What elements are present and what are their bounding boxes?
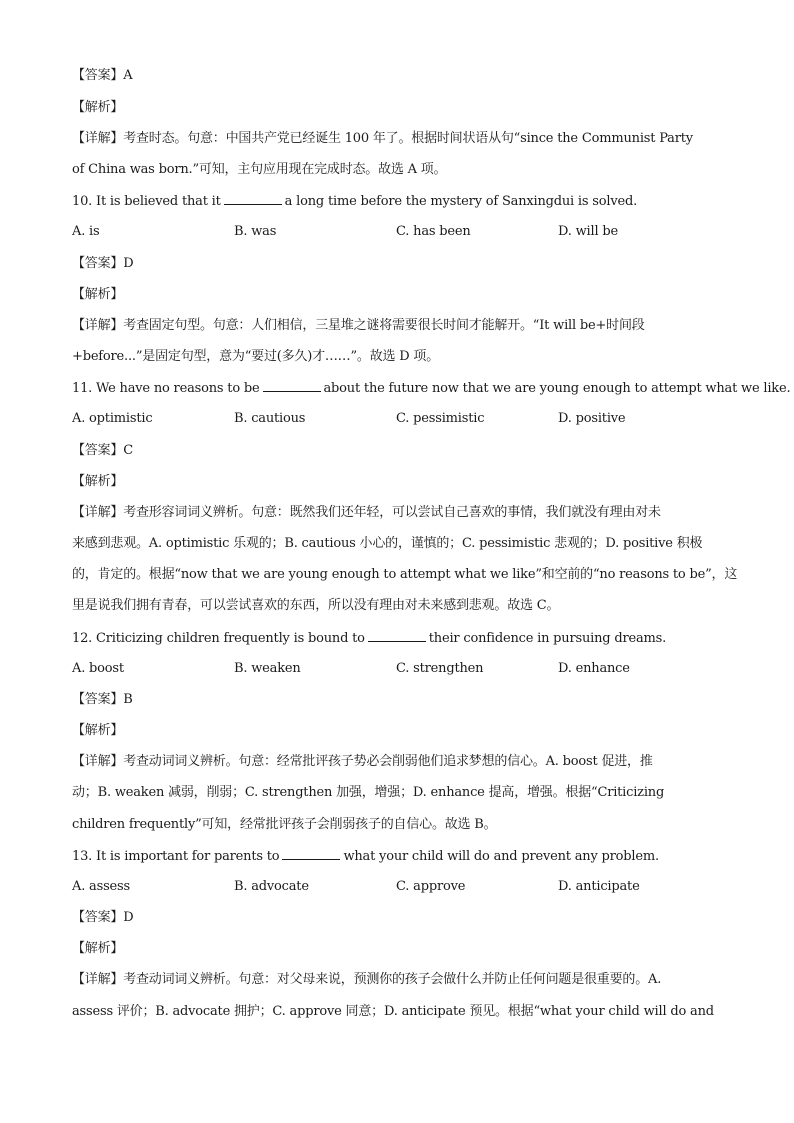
- analysis-9: 【解析】: [72, 100, 124, 115]
- detail-10-line-1: 【详解】考查固定句型。句意：人们相信，三星堆之谜将需要很长时间才能解开。“It will be+时间段: [72, 318, 645, 333]
- question-10-stem-post: a long time before the mystery of Sanxingdui is solved.: [284, 194, 638, 209]
- question-12-options: [72, 661, 720, 676]
- option-c: C. has been: [396, 224, 471, 239]
- question-13-options: [72, 879, 720, 894]
- question-10-options: [72, 224, 720, 239]
- answer-9: 【答案】A: [72, 68, 133, 83]
- detail-12-line-3: children frequently”可知，经常批评孩子会削弱孩子的自信心。故选 B。: [72, 817, 497, 832]
- detail-11-line-3: 的，肯定的。根据“now that we are young enough to attempt what we like”和空前的“no reasons to be”，这: [72, 567, 738, 582]
- detail-11-line-1: 【详解】考查形容词词义辨析。句意：既然我们还年轻，可以尝试自己喜欢的事情，我们就没有理由对未: [72, 505, 661, 520]
- option-b: B. weaken: [234, 661, 301, 676]
- answer-11: 【答案】C: [72, 443, 133, 458]
- question-13-stem-pre: 13. It is important for parents to: [72, 849, 280, 864]
- question-12-stem-post: their confidence in pursuing dreams.: [428, 631, 667, 646]
- question-13-stem-post: what your child will do and prevent any problem.: [343, 849, 659, 864]
- analysis-11: 【解析】: [72, 474, 124, 489]
- option-d: D. positive: [558, 411, 626, 426]
- detail-10-line-2: +before...”是固定句型，意为“要过(多久)才……”。故选 D 项。: [72, 349, 440, 364]
- detail-12-line-2: 动；B. weaken 减弱，削弱；C. strengthen 加强，增强；D. enhance 提高，增强。根据“Criticizing: [72, 785, 665, 800]
- option-a: A. boost: [72, 661, 124, 676]
- question-11-stem-post: about the future now that we are young enough to attempt what we like.: [323, 381, 791, 396]
- option-a: A. assess: [72, 879, 130, 894]
- detail-12-line-1: 【详解】考查动词词义辨析。句意：经常批评孩子势必会削弱他们追求梦想的信心。A. boost 促进，推: [72, 754, 653, 769]
- question-10-stem-pre: 10. It is believed that it: [72, 194, 221, 209]
- option-d: D. will be: [558, 224, 618, 239]
- detail-11-line-2: 来感到悲观。A. optimistic 乐观的；B. cautious 小心的，谨慎的；C. pessimistic 悲观的；D. positive 积极: [72, 536, 703, 551]
- detail-9-line-2: of China was born.”可知，主句应用现在完成时态。故选 A 项。: [72, 162, 447, 177]
- question-12-blank: [368, 630, 426, 642]
- question-10-blank: [224, 193, 282, 205]
- analysis-10: 【解析】: [72, 287, 124, 302]
- option-c: C. approve: [396, 879, 466, 894]
- question-11-options: [72, 411, 720, 426]
- detail-11-line-4: 里是说我们拥有青春，可以尝试喜欢的东西，所以没有理由对未来感到悲观。故选 C。: [72, 598, 560, 613]
- option-a: A. optimistic: [72, 411, 153, 426]
- question-13: [72, 848, 659, 864]
- option-b: B. advocate: [234, 879, 309, 894]
- analysis-12: 【解析】: [72, 723, 124, 738]
- question-13-blank: [282, 848, 340, 860]
- question-10: [72, 193, 637, 209]
- question-11: [72, 380, 790, 396]
- answer-12: 【答案】B: [72, 692, 133, 707]
- answer-13: 【答案】D: [72, 910, 134, 925]
- option-c: C. pessimistic: [396, 411, 485, 426]
- detail-9-line-1: 【详解】考查时态。句意：中国共产党已经诞生 100 年了。根据时间状语从句“since the Communist Party: [72, 131, 693, 146]
- question-11-stem-pre: 11. We have no reasons to be: [72, 381, 260, 396]
- detail-13-line-2: assess 评价；B. advocate 拥护；C. approve 同意；D. anticipate 预见。根据“what your child will do and: [72, 1004, 714, 1019]
- option-a: A. is: [72, 224, 100, 239]
- option-b: B. cautious: [234, 411, 306, 426]
- option-d: D. enhance: [558, 661, 630, 676]
- question-12: [72, 630, 666, 646]
- option-c: C. strengthen: [396, 661, 484, 676]
- question-12-stem-pre: 12. Criticizing children frequently is bound to: [72, 631, 365, 646]
- answer-10: 【答案】D: [72, 256, 134, 271]
- option-d: D. anticipate: [558, 879, 640, 894]
- option-b: B. was: [234, 224, 277, 239]
- question-11-blank: [263, 380, 321, 392]
- analysis-13: 【解析】: [72, 941, 124, 956]
- detail-13-line-1: 【详解】考查动词词义辨析。句意：对父母来说，预测你的孩子会做什么并防止任何问题是很重要的。A.: [72, 972, 662, 987]
